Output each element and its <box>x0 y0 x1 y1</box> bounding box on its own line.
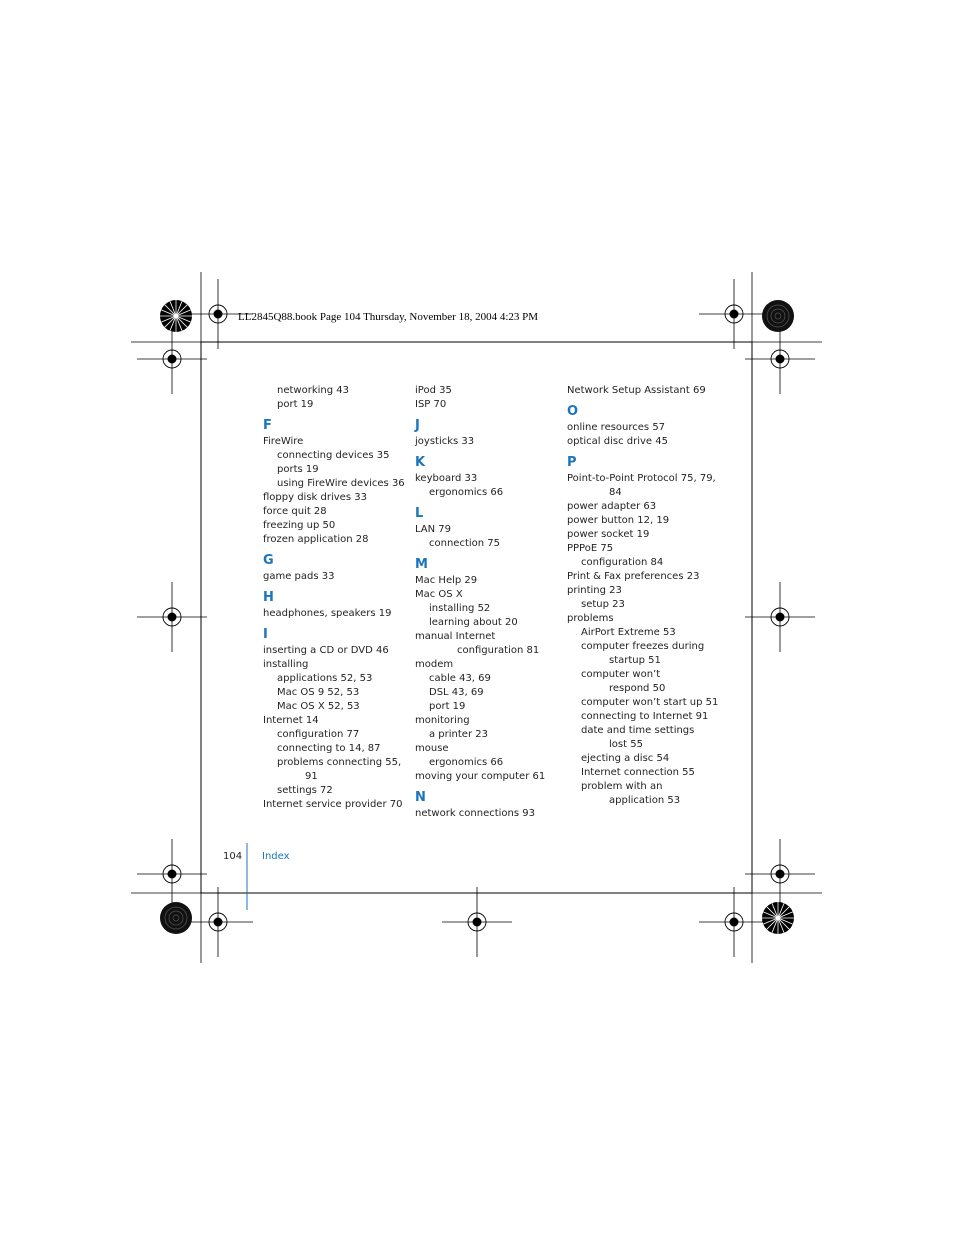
index-subentry: DSL 43, 69 <box>429 687 484 698</box>
index-entry: printing 23 <box>567 585 622 596</box>
index-subentry: 84 <box>609 487 622 498</box>
index-subentry: configuration 77 <box>277 729 360 740</box>
index-subentry: connecting devices 35 <box>277 450 390 461</box>
index-subentry: port 19 <box>277 399 314 410</box>
index-subentry: applications 52, 53 <box>277 673 373 684</box>
index-subentry: configuration 81 <box>457 645 540 656</box>
index-entry: FireWire <box>263 436 304 447</box>
index-entry: game pads 33 <box>263 571 335 582</box>
index-entry: moving your computer 61 <box>415 771 546 782</box>
index-column-2 <box>415 384 555 821</box>
index-subentry: date and time settings <box>581 725 695 736</box>
index-entry: problems <box>567 613 614 624</box>
index-subentry: cable 43, 69 <box>429 673 491 684</box>
index-entry: Mac Help 29 <box>415 575 478 586</box>
index-subentry: Mac OS 9 52, 53 <box>277 687 360 698</box>
index-entry: iPod 35 <box>415 385 452 396</box>
index-subentry: startup 51 <box>609 655 661 666</box>
index-subentry: installing 52 <box>429 603 491 614</box>
index-subentry: computer won’t start up 51 <box>581 697 719 708</box>
index-entry: installing <box>263 659 309 670</box>
index-entry: power adapter 63 <box>567 501 657 512</box>
index-subentry: lost 55 <box>609 739 643 750</box>
index-subentry: computer freezes during <box>581 641 705 652</box>
index-subentry: port 19 <box>429 701 466 712</box>
index-entry: monitoring <box>415 715 470 726</box>
index-subentry: Internet connection 55 <box>581 767 695 778</box>
index-entry: manual Internet <box>415 631 496 642</box>
index-entry: ISP 70 <box>415 399 447 410</box>
index-subentry: application 53 <box>609 795 681 806</box>
index-letter-heading: N <box>415 790 426 805</box>
index-entry: Internet 14 <box>263 715 319 726</box>
index-subentry: using FireWire devices 36 <box>277 478 405 489</box>
index-entry: Mac OS X <box>415 589 463 600</box>
index-entry: Internet service provider 70 <box>263 799 403 810</box>
index-subentry: a printer 23 <box>429 729 488 740</box>
index-entry: keyboard 33 <box>415 473 478 484</box>
index-entry: joysticks 33 <box>415 436 475 447</box>
index-entry: modem <box>415 659 454 670</box>
index-subentry: ports 19 <box>277 464 319 475</box>
index-letter-heading: P <box>567 455 577 470</box>
index-entry: force quit 28 <box>263 506 327 517</box>
index-subentry: settings 72 <box>277 785 333 796</box>
index-letter-heading: O <box>567 404 579 419</box>
index-entry: inserting a CD or DVD 46 <box>263 645 389 656</box>
index-letter-heading: L <box>415 506 424 521</box>
index-letter-heading: M <box>415 557 428 572</box>
index-letter-heading: K <box>415 455 426 470</box>
index-column-1 <box>263 384 403 812</box>
index-entry: floppy disk drives 33 <box>263 492 367 503</box>
index-entry: Point-to-Point Protocol 75, 79, <box>567 473 716 484</box>
index-entry: power button 12, 19 <box>567 515 670 526</box>
print-header-line: LL2845Q88.book Page 104 Thursday, November 18, 2004 4:23 PM <box>238 311 539 323</box>
index-entry: PPPoE 75 <box>567 543 614 554</box>
index-entry: network connections 93 <box>415 808 535 819</box>
index-entry: mouse <box>415 743 449 754</box>
index-letter-heading: G <box>263 553 274 568</box>
index-subentry: setup 23 <box>581 599 625 610</box>
index-subentry: computer won’t <box>581 669 661 680</box>
index-subentry: problems connecting 55, <box>277 757 402 768</box>
index-column-3 <box>567 384 717 808</box>
section-label: Index <box>262 851 290 862</box>
index-subentry: ergonomics 66 <box>429 487 504 498</box>
index-entry: Network Setup Assistant 69 <box>567 385 706 396</box>
index-subentry: learning about 20 <box>429 617 518 628</box>
page-number: 104 <box>223 851 243 862</box>
index-subentry: configuration 84 <box>581 557 664 568</box>
index-entry: Print & Fax preferences 23 <box>567 571 700 582</box>
index-subentry: ejecting a disc 54 <box>581 753 670 764</box>
index-entry: freezing up 50 <box>263 520 336 531</box>
index-subentry: connecting to 14, 87 <box>277 743 381 754</box>
index-entry: optical disc drive 45 <box>567 436 668 447</box>
index-letter-heading: I <box>263 627 268 642</box>
index-entry: frozen application 28 <box>263 534 369 545</box>
index-subentry: 91 <box>305 771 318 782</box>
index-subentry: problem with an <box>581 781 663 792</box>
index-letter-heading: H <box>263 590 274 605</box>
index-subentry: connecting to Internet 91 <box>581 711 709 722</box>
index-entry: online resources 57 <box>567 422 666 433</box>
index-subentry: connection 75 <box>429 538 501 549</box>
index-letter-heading: F <box>263 418 272 433</box>
index-entry: headphones, speakers 19 <box>263 608 392 619</box>
index-subentry: Mac OS X 52, 53 <box>277 701 360 712</box>
index-subentry: respond 50 <box>609 683 666 694</box>
index-entry: LAN 79 <box>415 524 452 535</box>
index-subentry: ergonomics 66 <box>429 757 504 768</box>
index-letter-heading: J <box>415 418 420 433</box>
index-subentry: AirPort Extreme 53 <box>581 627 676 638</box>
index-entry: power socket 19 <box>567 529 650 540</box>
index-subentry: networking 43 <box>277 385 349 396</box>
